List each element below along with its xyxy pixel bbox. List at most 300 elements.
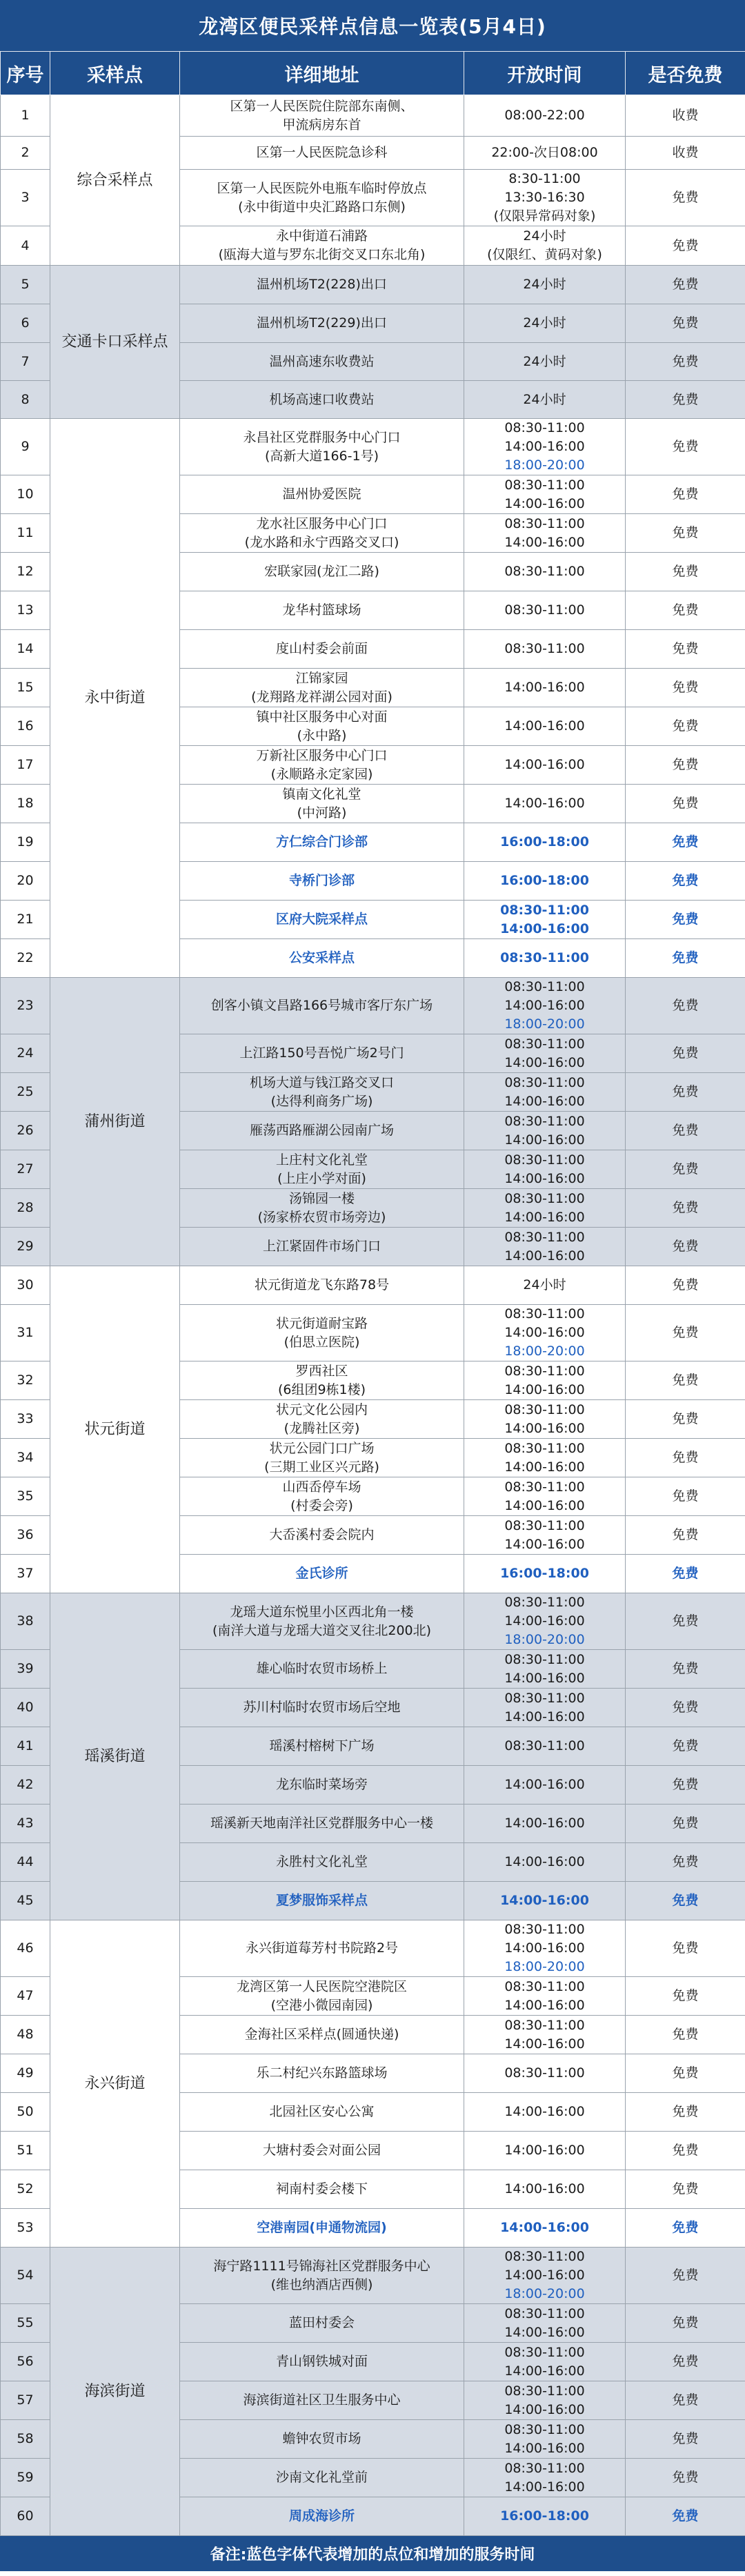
row-number: 38 [1,1593,50,1650]
fee-cell: 免费 [626,2497,745,2536]
row-number: 49 [1,2054,50,2093]
fee-cell: 免费 [626,2459,745,2497]
fee-cell: 收费 [626,95,745,137]
address-line: 区府大院采样点 [275,912,368,927]
row-number: 34 [1,1439,50,1477]
hours-line: 14:00-16:00 [504,1459,585,1475]
hours-line: 08:30-11:00 [504,1113,585,1129]
fee-cell: 免费 [626,901,745,939]
hours-cell [464,591,626,630]
hours-line: 08:30-11:00 [500,902,589,918]
hours-cell [464,1477,626,1516]
site-group: 交通卡口采样点 [50,266,180,419]
hours-cell [464,1555,626,1593]
row-number: 16 [1,707,50,746]
hours-line: 24小时 [523,315,566,331]
hours-line: 14:00-16:00 [504,1709,585,1724]
address-cell [180,1073,464,1112]
hours-cell [464,553,626,591]
hours-cell [464,1150,626,1189]
address-line: 状元街道龙飞东路78号 [254,1277,390,1292]
address-cell [180,1882,464,1920]
address-line: 龙瑶大道东悦里小区西北角一楼 [230,1604,414,1620]
hours-line: 13:30-16:30 [504,190,585,205]
address-line: (6组团9栋1楼) [277,1382,366,1397]
address-cell [180,226,464,266]
address-cell [180,746,464,785]
address-cell [180,2381,464,2420]
address-line: 机场大道与钱江路交叉口 [249,1074,394,1090]
address-cell [180,170,464,226]
address-line: 青山钢铁城对面 [275,2354,368,2369]
hours-cell [464,2170,626,2209]
hours-cell [464,2343,626,2381]
hours-cell [464,785,626,823]
row-number: 24 [1,1034,50,1073]
hours-line: 08:30-11:00 [500,950,589,965]
row-number: 28 [1,1189,50,1228]
address-line: 万新社区服务中心门口 [256,747,388,763]
hours-line: 14:00-16:00 [504,2440,585,2456]
fee-cell: 免费 [626,1228,745,1266]
hours-line: 14:00-16:00 [504,998,585,1013]
address-cell [180,2248,464,2304]
row-number: 45 [1,1882,50,1920]
hours-line: 08:30-11:00 [504,1479,585,1495]
row-number: 10 [1,475,50,514]
address-line: 温州高速东收费站 [269,353,375,369]
address-line: 山西岙停车场 [282,1479,361,1495]
fee-cell: 免费 [626,707,745,746]
hours-cell [464,304,626,343]
hours-line: (仅限红、黄码对象) [487,247,602,262]
fee-cell: 免费 [626,862,745,901]
hours-cell [464,419,626,475]
fee-cell: 免费 [626,669,745,707]
hours-cell [464,2304,626,2343]
address-line: 龙东临时菜场旁 [275,1777,368,1792]
fee-cell: 免费 [626,1766,745,1805]
hours-line: 08:30-11:00 [504,641,585,656]
address-cell [180,1593,464,1650]
address-line: 龙湾区第一人民医院空港院区 [236,1978,407,1994]
address-line: 机场高速口收费站 [269,391,375,407]
address-line: 区第一人民医院外电瓶车临时停放点 [217,180,427,196]
hours-cell [464,1189,626,1228]
hours-line: 08:30-11:00 [504,1978,585,1994]
hours-cell [464,1305,626,1361]
row-number: 7 [1,343,50,381]
address-cell [180,1189,464,1228]
hours-cell [464,630,626,669]
hours-line: 08:30-11:00 [504,1402,585,1417]
fee-cell: 免费 [626,746,745,785]
hours-line: 08:30-11:00 [504,420,585,435]
address-line: 区第一人民医院急诊科 [256,145,388,160]
address-line: 空港南园(申通物流园) [257,2220,387,2235]
hours-line: 08:30-11:00 [504,477,585,493]
table-header [1,52,745,95]
hours-line: 16:00-18:00 [500,1566,589,1581]
fee-cell: 免费 [626,1650,745,1689]
address-line: 乐二村纪兴东路篮球场 [256,2065,388,2081]
address-line: 蓝田村委会 [288,2315,355,2330]
hours-cell [464,2497,626,2536]
address-cell [180,1766,464,1805]
address-cell [180,2420,464,2459]
address-line: 江锦家园 [295,670,348,686]
address-line: 状元街道耐宝路 [275,1315,368,1331]
address-line: 瑶溪村榕树下广场 [269,1738,375,1753]
site-group: 瑶溪街道 [50,1593,180,1920]
hours-line: 08:30-11:00 [504,1190,585,1206]
address-cell [180,1266,464,1305]
hours-line: 14:00-16:00 [504,2036,585,2052]
fee-cell: 免费 [626,2343,745,2381]
row-number: 5 [1,266,50,304]
footer-note: 备注:蓝色字体代表增加的点位和增加的服务时间 [0,2536,745,2571]
row-number: 48 [1,2016,50,2054]
row-number: 32 [1,1361,50,1400]
row-number: 47 [1,1977,50,2016]
hours-cell [464,746,626,785]
address-cell [180,137,464,170]
hours-line: 08:30-11:00 [504,1306,585,1321]
address-cell [180,1650,464,1689]
hours-line: 16:00-18:00 [500,873,589,888]
row-number: 26 [1,1112,50,1150]
address-line: (高新大道166-1号) [264,448,379,464]
hours-line: 14:00-16:00 [504,2363,585,2379]
fee-cell: 免费 [626,343,745,381]
row-number: 8 [1,381,50,419]
hours-cell [464,939,626,978]
address-line: 海滨街道社区卫生服务中心 [243,2392,401,2408]
address-cell [180,1977,464,2016]
address-cell [180,381,464,419]
site-group: 状元街道 [50,1266,180,1593]
hours-line: 14:00-16:00 [504,1854,585,1869]
hours-line: 18:00-20:00 [504,1016,585,1032]
address-line: 蟾钟农贸市场 [282,2431,361,2446]
fee-cell: 免费 [626,2132,745,2170]
hours-line: 14:00-16:00 [504,1054,585,1070]
header-hours: 开放时间 [464,52,626,95]
fee-cell: 免费 [626,2304,745,2343]
address-line: (龙腾社区旁) [284,1420,360,1436]
address-line: 度山村委会前面 [275,641,368,656]
address-cell [180,343,464,381]
site-group: 蒲州街道 [50,978,180,1266]
address-line: 寺桥门诊部 [288,873,355,888]
hours-line: 08:30-11:00 [504,1229,585,1245]
hours-cell [464,1766,626,1805]
address-line: (达得利商务广场) [270,1093,373,1109]
row-number: 52 [1,2170,50,2209]
fee-cell: 免费 [626,1920,745,1977]
row-number: 37 [1,1555,50,1593]
row-number: 22 [1,939,50,978]
address-cell [180,2093,464,2132]
address-line: 苏川村临时农贸市场后空地 [243,1700,401,1715]
hours-cell [464,514,626,553]
row-number: 46 [1,1920,50,1977]
address-cell [180,1555,464,1593]
address-line: 公安采样点 [288,950,355,965]
hours-line: 14:00-16:00 [504,1777,585,1792]
row-number: 43 [1,1805,50,1843]
row-number: 21 [1,901,50,939]
hours-cell [464,1882,626,1920]
fee-cell: 免费 [626,2381,745,2420]
address-cell [180,419,464,475]
row-number: 25 [1,1073,50,1112]
address-cell [180,2459,464,2497]
address-cell [180,475,464,514]
address-line: (空港小微园南园) [270,1997,373,2013]
address-line: (村委会旁) [290,1497,353,1513]
hours-line: 18:00-20:00 [504,1344,585,1359]
hours-line: 14:00-16:00 [504,1536,585,1552]
address-cell [180,95,464,137]
fee-cell: 免费 [626,1400,745,1439]
address-line: 瑶溪新天地南洋社区党群服务中心一楼 [210,1816,433,1831]
hours-line: 14:00-16:00 [504,1420,585,1436]
hours-line: 16:00-18:00 [500,2508,589,2524]
hours-line: 24小时 [523,391,566,407]
table-body [1,95,745,2536]
address-cell [180,1400,464,1439]
hours-cell [464,2016,626,2054]
hours-cell [464,2093,626,2132]
fee-cell: 免费 [626,1439,745,1477]
fee-cell: 免费 [626,785,745,823]
address-line: 金海社区采样点(圆通快递) [244,2027,399,2042]
row-number: 33 [1,1400,50,1439]
fee-cell: 免费 [626,226,745,266]
row-number: 18 [1,785,50,823]
address-line: 雄心临时农贸市场桥上 [256,1661,388,1676]
hours-line: 14:00-16:00 [504,1670,585,1686]
row-number: 30 [1,1266,50,1305]
table-row [1,2248,745,2304]
address-cell [180,978,464,1034]
hours-line: 08:30-11:00 [504,2305,585,2321]
hours-line: 08:30-11:00 [504,1036,585,1052]
header-no: 序号 [1,52,50,95]
address-cell [180,1305,464,1361]
hours-cell [464,1805,626,1843]
table-row [1,978,745,1034]
hours-line: 08:30-11:00 [504,1595,585,1610]
hours-cell [464,1439,626,1477]
address-cell [180,1361,464,1400]
row-number: 53 [1,2209,50,2248]
hours-line: 14:00-16:00 [504,2181,585,2196]
hours-cell [464,170,626,226]
address-line: (汤家桥农贸市场旁边) [257,1209,386,1225]
address-line: 区第一人民医院住院部东南侧、 [230,98,414,114]
fee-cell: 免费 [626,381,745,419]
header-fee: 是否免费 [626,52,745,95]
row-number: 29 [1,1228,50,1266]
row-number: 11 [1,514,50,553]
hours-line: 14:00-16:00 [504,1325,585,1340]
address-line: (瓯海大道与罗东北街交叉口东北角) [218,247,426,262]
address-cell [180,1477,464,1516]
address-cell [180,939,464,978]
site-group: 综合采样点 [50,95,180,266]
address-line: (三期工业区兴元路) [264,1459,379,1475]
address-cell [180,1727,464,1766]
hours-line: 08:30-11:00 [504,515,585,531]
hours-line: 14:00-16:00 [504,1997,585,2013]
address-cell [180,1228,464,1266]
table-row [1,1266,745,1305]
table-row [1,266,745,304]
address-line: (永中路) [297,727,347,743]
row-number: 35 [1,1477,50,1516]
address-cell [180,1034,464,1073]
hours-line: 18:00-20:00 [504,458,585,473]
fee-cell: 免费 [626,1305,745,1361]
address-cell [180,2343,464,2381]
row-number: 4 [1,226,50,266]
fee-cell: 免费 [626,170,745,226]
row-number: 19 [1,823,50,862]
hours-line: 14:00-16:00 [504,1209,585,1225]
hours-cell [464,2248,626,2304]
address-cell [180,2170,464,2209]
address-cell [180,266,464,304]
fee-cell: 免费 [626,1882,745,1920]
address-cell [180,785,464,823]
fee-cell: 收费 [626,137,745,170]
hours-line: 08:30-11:00 [504,2017,585,2033]
address-cell [180,1843,464,1882]
hours-cell [464,901,626,939]
header-address: 详细地址 [180,52,464,95]
hours-cell [464,1073,626,1112]
hours-line: 08:30-11:00 [504,1440,585,1456]
fee-cell: 免费 [626,978,745,1034]
hours-line: 08:30-11:00 [504,1651,585,1667]
hours-line: 08:30-11:00 [504,2065,585,2081]
hours-line: 22:00-次日08:00 [491,145,598,160]
row-number: 12 [1,553,50,591]
hours-cell [464,1593,626,1650]
header-site: 采样点 [50,52,180,95]
fee-cell: 免费 [626,823,745,862]
hours-line: 08:30-11:00 [504,1738,585,1753]
fee-cell: 免费 [626,2170,745,2209]
hours-cell [464,343,626,381]
hours-cell [464,1843,626,1882]
table-row [1,95,745,137]
site-group: 永中街道 [50,419,180,978]
address-cell [180,1439,464,1477]
address-line: 周成海诊所 [288,2508,355,2524]
address-line: 上江紧固件市场门口 [262,1239,381,1254]
row-number: 27 [1,1150,50,1189]
hours-cell [464,1228,626,1266]
fee-cell: 免费 [626,1689,745,1727]
hours-cell [464,266,626,304]
hours-cell [464,1361,626,1400]
row-number: 40 [1,1689,50,1727]
site-group: 海滨街道 [50,2248,180,2536]
hours-cell [464,823,626,862]
address-line: 大塘村委会对面公园 [262,2143,381,2158]
table-row [1,419,745,475]
fee-cell: 免费 [626,1073,745,1112]
address-line: 镇中社区服务中心对面 [256,709,388,725]
address-cell [180,669,464,707]
fee-cell: 免费 [626,1266,745,1305]
hours-cell [464,475,626,514]
hours-line: 14:00-16:00 [504,1613,585,1629]
hours-line: 18:00-20:00 [504,1959,585,1974]
address-cell [180,1516,464,1555]
row-number: 41 [1,1727,50,1766]
row-number: 57 [1,2381,50,2420]
address-line: 永中街道石浦路 [275,228,368,244]
fee-cell: 免费 [626,1516,745,1555]
hours-line: 14:00-16:00 [504,495,585,511]
address-line: 沙南文化礼堂前 [275,2470,368,2485]
fee-cell: 免费 [626,2016,745,2054]
row-number: 31 [1,1305,50,1361]
hours-line: 14:00-16:00 [500,2220,589,2235]
hours-cell [464,1400,626,1439]
address-line: 甲流病房东首 [282,117,361,132]
hours-line: 14:00-16:00 [500,921,589,936]
hours-cell [464,226,626,266]
row-number: 2 [1,137,50,170]
hours-line: 14:00-16:00 [504,1248,585,1264]
hours-line: 14:00-16:00 [504,1816,585,1831]
address-line: 镇南文化礼堂 [282,786,361,802]
address-cell [180,901,464,939]
hours-line: 24小时 [523,277,566,292]
fee-cell: 免费 [626,1189,745,1228]
row-number: 15 [1,669,50,707]
address-cell [180,2016,464,2054]
table-row [1,1593,745,1650]
hours-line: 08:30-11:00 [504,1152,585,1168]
hours-line: 14:00-16:00 [504,1940,585,1956]
address-line: 永胜村文化礼堂 [275,1854,368,1869]
fee-cell: 免费 [626,630,745,669]
address-cell [180,1112,464,1150]
fee-cell: 免费 [626,553,745,591]
address-cell [180,1150,464,1189]
hours-line: 16:00-18:00 [500,834,589,849]
hours-line: 14:00-16:00 [504,1497,585,1513]
address-cell [180,630,464,669]
hours-cell [464,95,626,137]
address-cell [180,514,464,553]
hours-line: 08:30-11:00 [504,602,585,618]
hours-line: 14:00-16:00 [504,1382,585,1397]
hours-line: 14:00-16:00 [504,680,585,695]
address-line: 温州机场T2(229)出口 [257,315,387,331]
address-line: 夏梦服饰采样点 [275,1893,368,1908]
hours-cell [464,1516,626,1555]
hours-cell [464,2420,626,2459]
fee-cell: 免费 [626,591,745,630]
hours-line: 14:00-16:00 [504,1093,585,1109]
